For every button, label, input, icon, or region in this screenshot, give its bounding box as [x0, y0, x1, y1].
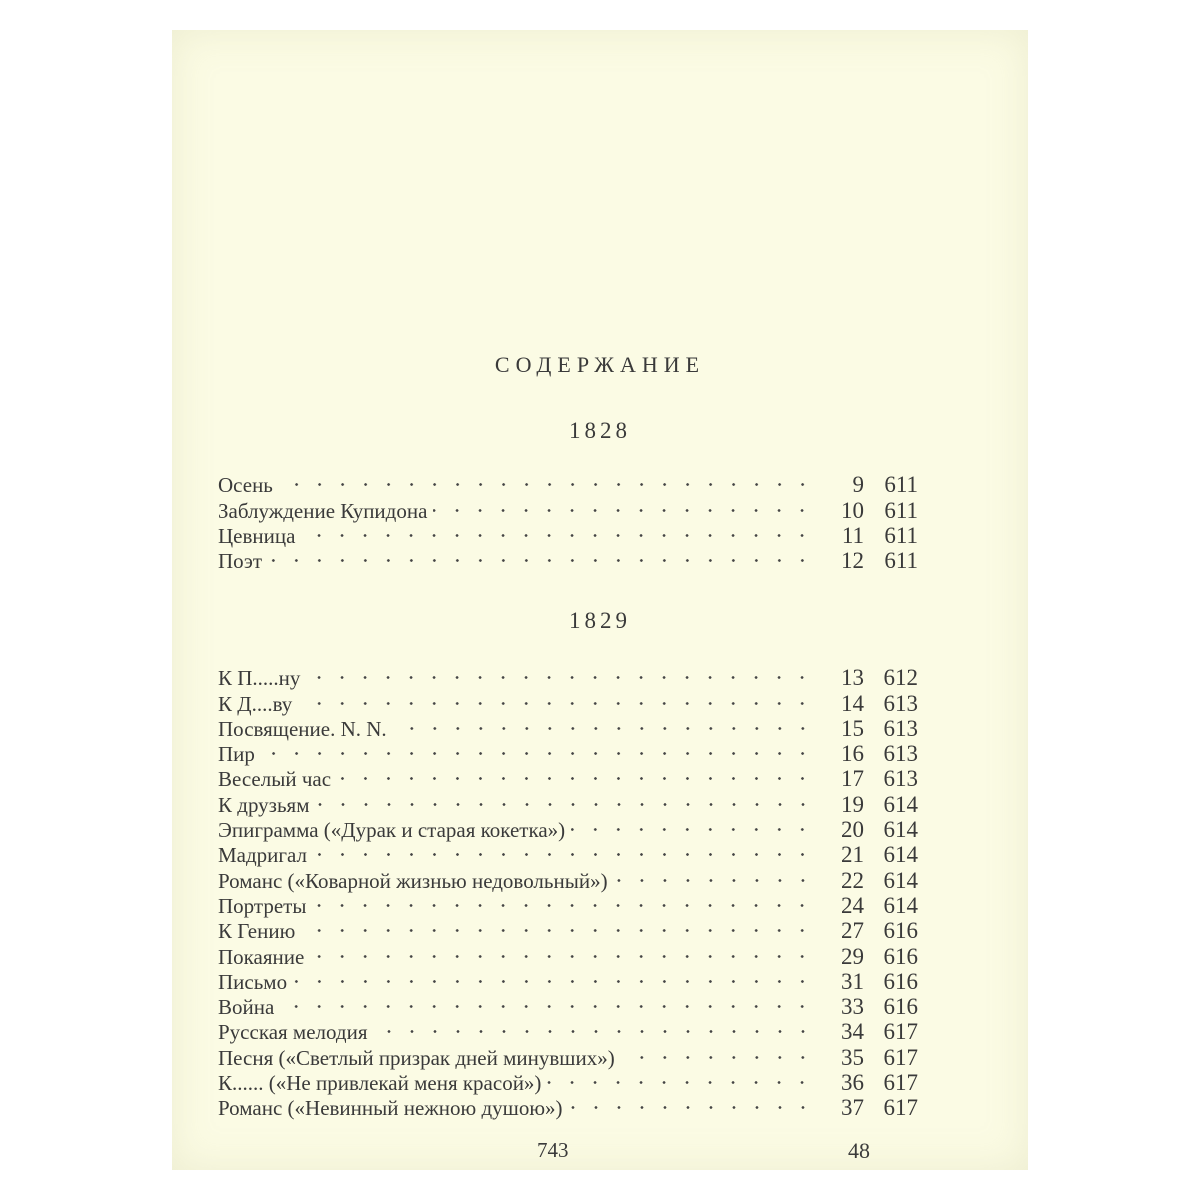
dot-leader	[569, 812, 824, 837]
entry-page: 10	[841, 497, 864, 523]
toc-entry	[218, 543, 918, 574]
entry-title: К друзьям	[218, 792, 310, 817]
page-number: 743	[537, 1138, 569, 1162]
toc-entry	[218, 862, 918, 893]
dot-leader	[545, 1065, 824, 1090]
dot-leader	[296, 685, 824, 710]
dot-leader	[266, 543, 824, 568]
dot-leader	[299, 518, 824, 543]
entry-title: Эпиграмма («Дурак и старая кокетка»)	[218, 818, 566, 843]
dot-leader	[259, 736, 824, 761]
book-page	[172, 30, 1028, 1170]
entry-page: 16	[841, 741, 864, 767]
entry-comment-page: 611	[884, 548, 918, 574]
entry-title: Покаяние	[218, 944, 305, 969]
toc-entry	[218, 964, 918, 994]
entry-page: 35	[841, 1044, 864, 1070]
dot-leader	[619, 1039, 824, 1064]
dot-leader	[308, 938, 824, 963]
dot-leader	[372, 1014, 824, 1039]
entry-page: 11	[841, 522, 864, 548]
toc-entry	[218, 989, 918, 1020]
entry-comment-page: 614	[883, 842, 918, 868]
dot-leader	[567, 1090, 824, 1115]
entry-page: 22	[841, 867, 864, 893]
toc-entry	[218, 1014, 918, 1045]
entry-comment-page: 613	[883, 690, 918, 716]
entry-title: Романс («Невинный нежною душою»)	[218, 1096, 563, 1121]
entry-comment-page: 611	[884, 472, 918, 498]
entry-title: Пир	[218, 742, 255, 767]
entry-page: 12	[841, 548, 864, 574]
entry-page: 36	[841, 1070, 864, 1096]
entry-title: К Д....ву	[218, 691, 293, 716]
toc-entry	[218, 888, 918, 918]
entry-title: Осень	[218, 473, 273, 498]
entry-title: Мадригал	[218, 843, 308, 868]
dot-leader	[277, 467, 824, 492]
entry-comment-page: 616	[883, 918, 918, 944]
entry-comment-page: 611	[884, 497, 918, 523]
entry-comment-page: 616	[883, 968, 918, 994]
toc-entry	[218, 761, 918, 792]
entry-page: 19	[841, 791, 864, 817]
toc-entry	[218, 736, 918, 767]
entry-comment-page: 612	[883, 665, 918, 691]
dot-leader	[314, 786, 825, 811]
entry-page: 29	[841, 943, 864, 969]
entry-title: Поэт	[218, 549, 263, 574]
toc-entry	[218, 518, 918, 548]
entry-title: К П.....ну	[218, 666, 301, 691]
entry-comment-page: 611	[884, 522, 918, 548]
entry-page: 15	[841, 715, 864, 741]
dot-leader	[310, 888, 824, 913]
entry-comment-page: 617	[883, 1019, 918, 1045]
dot-leader	[612, 862, 824, 887]
dot-leader	[304, 660, 824, 685]
entry-title: Русская мелодия	[218, 1020, 368, 1045]
entry-title: Письмо	[218, 969, 288, 994]
entry-page: 13	[841, 665, 864, 691]
section-year-1828: 1828	[569, 418, 631, 443]
page-title: СОДЕРЖАНИЕ	[494, 352, 706, 377]
dot-leader	[335, 761, 824, 786]
toc-entry	[218, 812, 918, 843]
entry-comment-page: 617	[883, 1044, 918, 1070]
dot-leader	[391, 711, 824, 736]
entry-title: Заблуждение Купидона	[218, 498, 428, 523]
entry-comment-page: 613	[883, 741, 918, 767]
signature-mark: 48	[848, 1138, 870, 1163]
toc-entry	[218, 786, 918, 817]
dot-leader	[299, 913, 824, 938]
entry-page: 34	[841, 1019, 864, 1045]
toc-entry	[218, 837, 918, 868]
toc-entry	[218, 685, 918, 716]
entry-title: Война	[218, 995, 275, 1020]
section-year-1829: 1829	[569, 608, 631, 633]
entry-page: 9	[852, 472, 864, 498]
entry-page: 17	[841, 766, 864, 792]
toc-entry	[218, 913, 918, 944]
dot-leader	[278, 989, 824, 1014]
entry-comment-page: 616	[883, 994, 918, 1020]
dot-leader	[431, 492, 824, 517]
entry-comment-page: 614	[883, 867, 918, 893]
entry-page: 21	[841, 842, 864, 868]
entry-page: 14	[841, 690, 864, 716]
entry-comment-page: 614	[883, 892, 918, 918]
entry-title: Романс («Коварной жизнью недовольный»)	[218, 868, 608, 893]
entry-page: 31	[841, 968, 864, 994]
entry-title: Веселый час	[218, 767, 332, 792]
entry-title: Песня («Светлый призрак дней минувших»)	[218, 1045, 615, 1070]
dot-leader	[311, 837, 824, 862]
entry-page: 20	[841, 817, 864, 843]
toc-entry	[218, 938, 918, 969]
toc-list-1828	[218, 467, 918, 574]
toc-list-1829	[218, 660, 918, 1121]
toc-entry	[218, 660, 918, 691]
entry-comment-page: 616	[883, 943, 918, 969]
entry-page: 24	[841, 892, 864, 918]
toc-entry	[218, 492, 918, 523]
entry-page: 37	[841, 1095, 864, 1121]
entry-page: 27	[841, 918, 864, 944]
entry-title: Посвящение. N. N.	[218, 716, 387, 741]
entry-comment-page: 617	[883, 1070, 918, 1096]
entry-title: Портреты	[218, 893, 307, 918]
toc-entry	[218, 467, 918, 498]
entry-title: К Гению	[218, 919, 296, 944]
entry-title: Цевница	[218, 523, 296, 548]
dot-leader	[291, 964, 824, 989]
entry-title: К...... («Не привлекай меня красой»)	[218, 1071, 542, 1096]
entry-comment-page: 617	[883, 1095, 918, 1121]
entry-comment-page: 613	[883, 766, 918, 792]
entry-comment-page: 613	[883, 715, 918, 741]
entry-comment-page: 614	[883, 817, 918, 843]
toc-entry	[218, 711, 918, 741]
entry-page: 33	[841, 994, 864, 1020]
entry-comment-page: 614	[883, 791, 918, 817]
